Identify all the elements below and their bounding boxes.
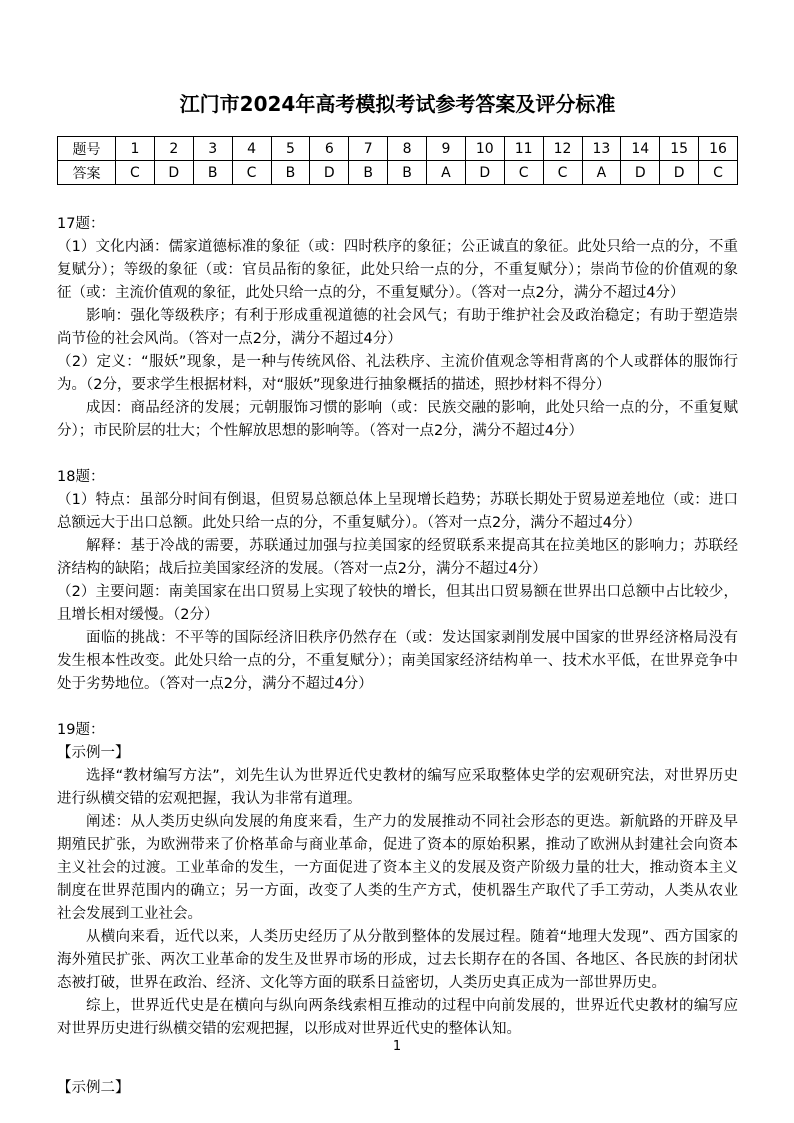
question-number-cell: 7: [349, 137, 388, 161]
question-number-cell: 5: [271, 137, 310, 161]
answer-table: [57, 136, 738, 185]
answer-cell: B: [271, 161, 310, 185]
answer-cell: D: [660, 161, 699, 185]
section-heading-q19: 19题：: [57, 722, 105, 738]
question-number-cell: 6: [310, 137, 349, 161]
section-question-18: [57, 466, 738, 696]
question-number-cell: 13: [582, 137, 621, 161]
section-question-17: [57, 213, 738, 443]
answer-cell: D: [465, 161, 504, 185]
answer-paragraph: 综上，世界近代史是在横向与纵向两条线索相互推动的过程中向前发展的，世界近代史教材的编写应对世界历史进行纵横交错的宏观把握，以形成对世界近代史的整体认知。: [57, 998, 738, 1037]
answer-cell: B: [349, 161, 388, 185]
answer-paragraph: 面临的挑战：不平等的国际经济旧秩序仍然存在（或：发达国家剥削发展中国家的世界经济格局没有发生根本性改变。此处只给一点的分，不重复赋分）；南美国家经济结构单一、技术水平低，在世界竞争中处于劣势地位。（答对一点2分，满分不超过4分）: [57, 630, 738, 692]
answer-cell: B: [388, 161, 427, 185]
answer-table-row-numbers: [58, 137, 738, 161]
answer-cell: C: [504, 161, 543, 185]
answer-cell: C: [699, 161, 738, 185]
answer-cell: C: [116, 161, 155, 185]
question-number-cell: 12: [543, 137, 582, 161]
page-number: 1: [392, 1039, 402, 1054]
row-header-answer: 答案: [58, 161, 116, 185]
section-heading-q17: 17题：: [57, 216, 105, 232]
document-content: [57, 88, 738, 1100]
example-one-label: 【示例一】: [57, 745, 130, 761]
answer-cell: D: [310, 161, 349, 185]
question-number-cell: 9: [427, 137, 466, 161]
question-number-cell: 15: [660, 137, 699, 161]
question-number-cell: 10: [465, 137, 504, 161]
question-number-cell: 1: [116, 137, 155, 161]
answer-paragraph: （1）文化内涵：儒家道德标准的象征（或：四时秩序的象征；公正诚直的象征。此处只给一点的分，不重复赋分）；等级的象征（或：官员品衔的象征，此处只给一点的分，不重复赋分）；崇尚节俭的价值观的象征（或：主流价值观的象征，此处只给一点的分，不重复赋分）。（答对一点2分，满分不超过4分）: [57, 239, 738, 301]
answer-paragraph: （1）特点：虽部分时间有倒退，但贸易总额总体上呈现增长趋势；苏联长期处于贸易逆差地位（或：进口总额远大于出口总额。此处只给一点的分，不重复赋分）。（答对一点2分，满分不超过4分）: [57, 492, 738, 531]
answer-cell: A: [582, 161, 621, 185]
page-title: 江门市2024年高考模拟考试参考答案及评分标准: [179, 92, 616, 116]
answer-paragraph: 从横向来看，近代以来，人类历史经历了从分散到整体的发展过程。随着“地理大发现”、西方国家的海外殖民扩张、两次工业革命的发生及世界市场的形成，过去长期存在的各国、各地区、各民族的封闭状态被打破，世界在政治、经济、文化等方面的联系日益密切，人类历史真正成为一部世界历史。: [57, 929, 738, 991]
section-heading-q18: 18题：: [57, 469, 105, 485]
answer-cell: A: [427, 161, 466, 185]
answer-cell: D: [154, 161, 193, 185]
answer-table-row-answers: [58, 161, 738, 185]
answer-paragraph: （2）主要问题：南美国家在出口贸易上实现了较快的增长，但其出口贸易额在世界出口总额中占比较少，且增长相对缓慢。（2分）: [57, 584, 738, 623]
example-two-label: 【示例二】: [57, 1080, 130, 1096]
answer-cell: C: [543, 161, 582, 185]
question-number-cell: 14: [621, 137, 660, 161]
question-number-cell: 3: [193, 137, 232, 161]
question-number-cell: 8: [388, 137, 427, 161]
answer-cell: D: [621, 161, 660, 185]
answer-paragraph: （2）定义：“服妖”现象，是一种与传统风俗、礼法秩序、主流价值观念等相背离的个人或群体的服饰行为。（2分，要求学生根据材料，对“服妖”现象进行抽象概括的描述，照抄材料不得分）: [57, 354, 738, 393]
question-number-cell: 11: [504, 137, 543, 161]
answer-paragraph: 选择“教材编写方法”，刘先生认为世界近代史教材的编写应采取整体史学的宏观研究法，对世界历史进行纵横交错的宏观把握，我认为非常有道理。: [57, 768, 738, 807]
answer-paragraph: 阐述：从人类历史纵向发展的角度来看，生产力的发展推动不同社会形态的更迭。新航路的开辟及早期殖民扩张，为欧洲带来了价格革命与商业革命，促进了资本的原始积累，推动了欧洲从封建社会向资本主义社会的过渡。工业革命的发生，一方面促进了资本主义的发展及资产阶级力量的壮大，推动资本主义制度在世界范围内的确立；另一方面，改变了人类的生产方式，使机器生产取代了手工劳动，人类从农业社会发展到工业社会。: [57, 814, 738, 922]
question-number-cell: 4: [232, 137, 271, 161]
question-number-cell: 2: [154, 137, 193, 161]
answer-cell: B: [193, 161, 232, 185]
answer-paragraph: 解释：基于冷战的需要，苏联通过加强与拉美国家的经贸联系来提高其在拉美地区的影响力；苏联经济结构的缺陷；战后拉美国家经济的发展。（答对一点2分，满分不超过4分）: [57, 538, 738, 577]
question-number-cell: 16: [699, 137, 738, 161]
answer-paragraph: 影响：强化等级秩序；有利于形成重视道德的社会风气；有助于维护社会及政治稳定；有助于塑造崇尚节俭的社会风尚。（答对一点2分，满分不超过4分）: [57, 308, 738, 347]
row-header-question-number: 题号: [58, 137, 116, 161]
answer-paragraph: 成因：商品经济的发展；元朝服饰习惯的影响（或：民族交融的影响，此处只给一点的分，不重复赋分）；市民阶层的壮大；个性解放思想的影响等。（答对一点2分，满分不超过4分）: [57, 400, 738, 439]
answer-cell: C: [232, 161, 271, 185]
